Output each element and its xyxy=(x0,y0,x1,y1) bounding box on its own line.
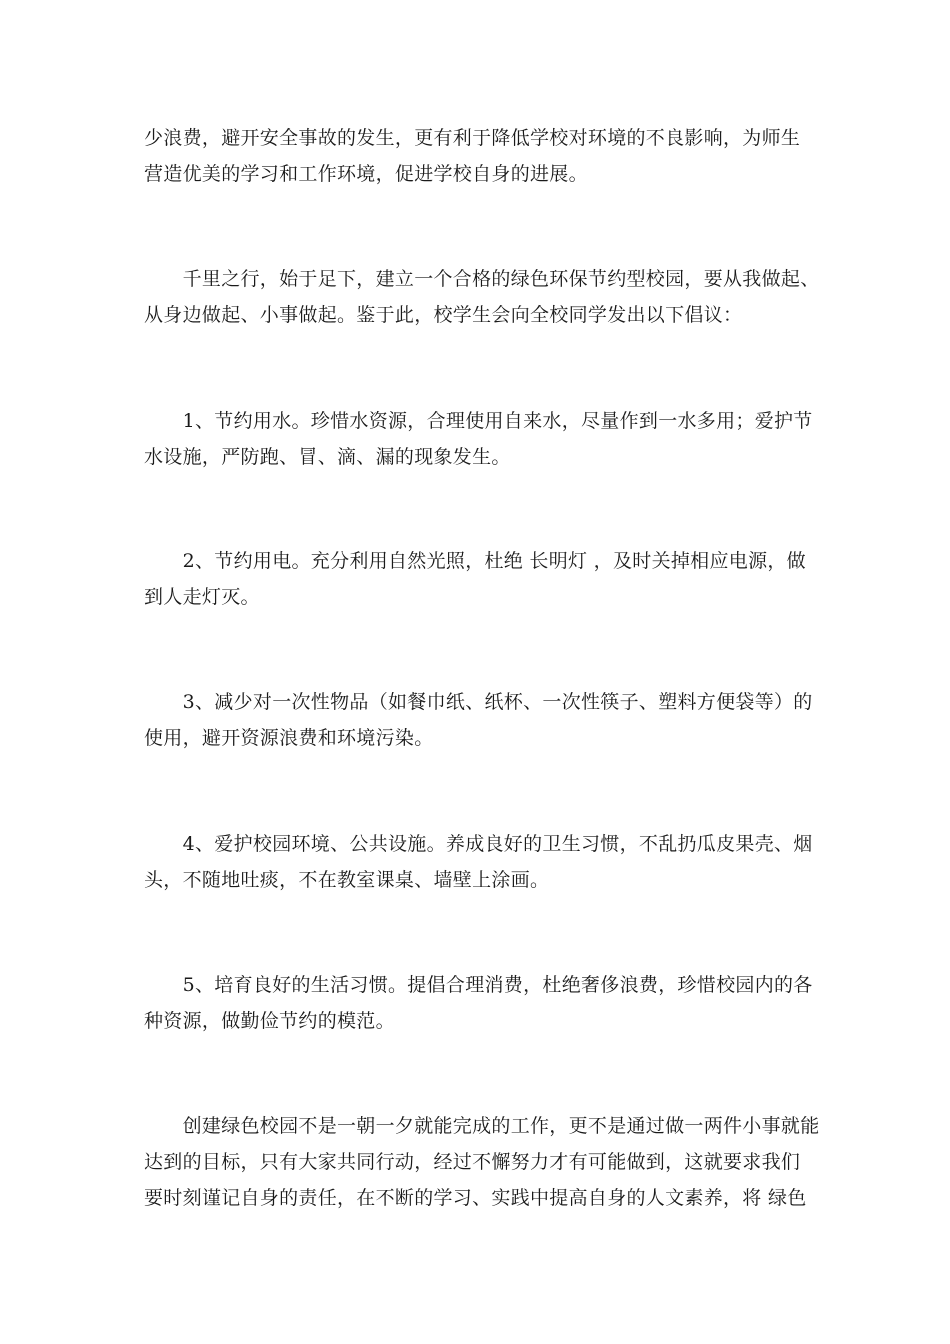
text-line: 到人走灯灭。 xyxy=(144,586,260,608)
text-line: 营造优美的学习和工作环境，促进学校自身的进展。 xyxy=(144,163,588,185)
text-line: 3、减少对一次性物品（如餐巾纸、纸杯、一次性筷子、塑料方便袋等）的 xyxy=(144,691,813,713)
paragraph-item-2 xyxy=(144,543,808,615)
paragraph-item-3 xyxy=(144,684,813,756)
text-line: 达到的目标，只有大家共同行动，经过不懈努力才有可能做到，这就要求我们 xyxy=(144,1151,801,1173)
text-line: 4、爱护校园环境、公共设施。养成良好的卫生习惯，不乱扔瓜皮果壳、烟 xyxy=(144,833,813,855)
text-line: 少浪费，避开安全事故的发生，更有利于降低学校对环境的不良影响，为师生 xyxy=(144,127,801,149)
text-line: 千里之行，始于足下，建立一个合格的绿色环保节约型校园，要从我做起、 xyxy=(144,268,820,290)
text-line: 5、培育良好的生活习惯。提倡合理消费，杜绝奢侈浪费，珍惜校园内的各 xyxy=(144,974,813,996)
paragraph-conclusion xyxy=(144,1108,820,1216)
text-line: 水设施，严防跑、冒、滴、漏的现象发生。 xyxy=(144,446,511,468)
paragraph-item-5 xyxy=(144,967,813,1039)
text-line: 种资源，做勤俭节约的模范。 xyxy=(144,1010,395,1032)
paragraph-item-1 xyxy=(144,403,813,475)
text-line: 从身边做起、小事做起。鉴于此，校学生会向全校同学发出以下倡议： xyxy=(144,304,743,326)
text-line: 使用，避开资源浪费和环境污染。 xyxy=(144,727,434,749)
paragraph-item-4 xyxy=(144,826,813,898)
paragraph-intro-continuation xyxy=(144,120,808,192)
text-line: 头，不随地吐痰，不在教室课桌、墙壁上涂画。 xyxy=(144,869,550,891)
paragraph-initiative-intro xyxy=(144,261,820,333)
text-line: 要时刻谨记自身的责任，在不断的学习、实践中提高自身的人文素养，将 绿色 xyxy=(144,1187,807,1209)
text-line: 1、节约用水。珍惜水资源，合理使用自来水，尽量作到一水多用；爱护节 xyxy=(144,410,813,432)
text-line: 创建绿色校园不是一朝一夕就能完成的工作，更不是通过做一两件小事就能 xyxy=(144,1115,820,1137)
text-line: 2、节约用电。充分利用自然光照，杜绝 长明灯 ，及时关掉相应电源，做 xyxy=(144,550,806,572)
